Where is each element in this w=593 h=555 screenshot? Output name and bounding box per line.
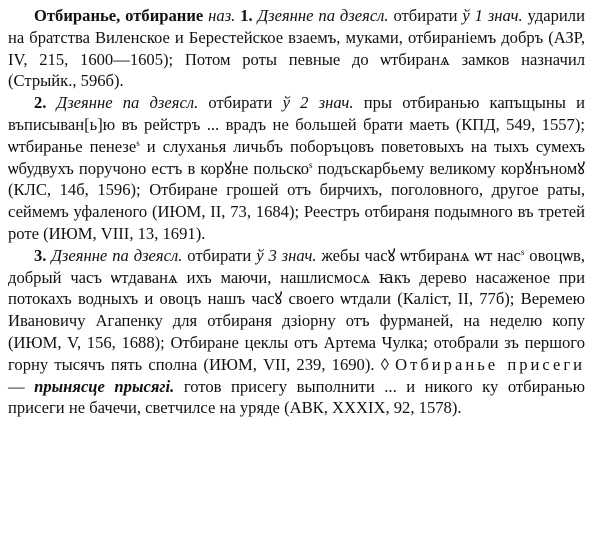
phrase-marker: ◊: [374, 354, 396, 374]
citation-text: готов присегу выполнити ... и никого ку отбиранью присеги не бачечи, светчилсе на уряде (АВК, XXXIX, 92, 1578).: [8, 376, 585, 418]
citation-text: ого горну тысячъ пять сполна (ИЮМ, VII, 239, 1690).: [8, 332, 585, 374]
superscript-letter: s: [136, 137, 140, 148]
citation-text: и слуханья личьбъ поборъцовъ поветовыхъ на тыхъ сумехъ ѡбудвухъ поручоно естъ в корꙋне польско: [8, 136, 585, 178]
sense-definition: Дзеянне па дзеясл.: [56, 93, 199, 113]
citation-text: пры отбиранью капъщыны и въписыван[ь]ю въ рейстръ ... врадъ не большей брати маеть (КПД, 549, 1557); ѡтбиранье пенезе: [8, 93, 585, 156]
reference-sense: ў 2 знач.: [282, 93, 354, 113]
superscript-letter: s: [520, 246, 525, 257]
phrase-definition: прынясце прысягі.: [34, 376, 175, 396]
citation-text: подъскарбьему великому корꙋнъномꙋ (КЛС, 14б, 1596); Отбиране грошей отъ бирчихъ, поголовного, другое раты, сеймемъ уфаленого (ИЮМ, II, 73, 1684); Реестръ отбираня подымного въ третей роте (ИЮМ, VIII, 13, 1691).: [8, 158, 586, 243]
reference-sense: ў 1 знач.: [462, 6, 523, 25]
reference-sense: ў 3 знач.: [256, 245, 317, 265]
reference-verb: отбирати: [198, 93, 283, 113]
sense-3: [8, 245, 585, 419]
sense-definition: Дзеянне па дзеясл.: [257, 6, 389, 25]
sense-number: 3.: [34, 245, 47, 265]
sense-number: 1.: [240, 6, 253, 25]
citation-text: овоцѡв, добрый часъ ѡтдаванѧ ихъ маючи, нашлисмосѧ ꙗкъ дерево насаженое при потокахъ водныхъ и овоцъ нашъ часꙋ своего ѡтдали (Каліст, II, 77б); Веремею Ивановичу Агапенку для отбираня дзіорну отъ фурманей, на неделю копу (ИЮМ, V, 156, 1688); Отбиране цеклы отъ Артема Чулка; отобрали зъ перш: [8, 245, 585, 352]
part-of-speech: наз.: [208, 6, 236, 25]
dash: —: [8, 376, 35, 396]
citation-text: ударили на братства Виленское и Берестейское взаемъ, муками, отбираніемъ добръ (АЗР, IV, 215, 1600—1605); Потом роты певные до ѡтбиранѧ замков назначил (Стрыйк., 596б).: [8, 6, 585, 91]
phrase-headword: Отбиранье присеги: [395, 354, 586, 374]
sense-number: 2.: [34, 93, 47, 113]
sense-definition: Дзеянне па дзеясл.: [51, 245, 183, 265]
citation-text: жебы часꙋ ѡтбиранѧ ѡт нас: [316, 245, 521, 265]
superscript-letter: s: [309, 159, 313, 170]
reference-verb: отбирати: [182, 245, 257, 265]
sense-1: [8, 5, 585, 92]
reference-verb: отбирати: [388, 6, 463, 25]
sense-2: [8, 92, 585, 245]
headword: Отбиранье, отбирание: [34, 6, 204, 25]
